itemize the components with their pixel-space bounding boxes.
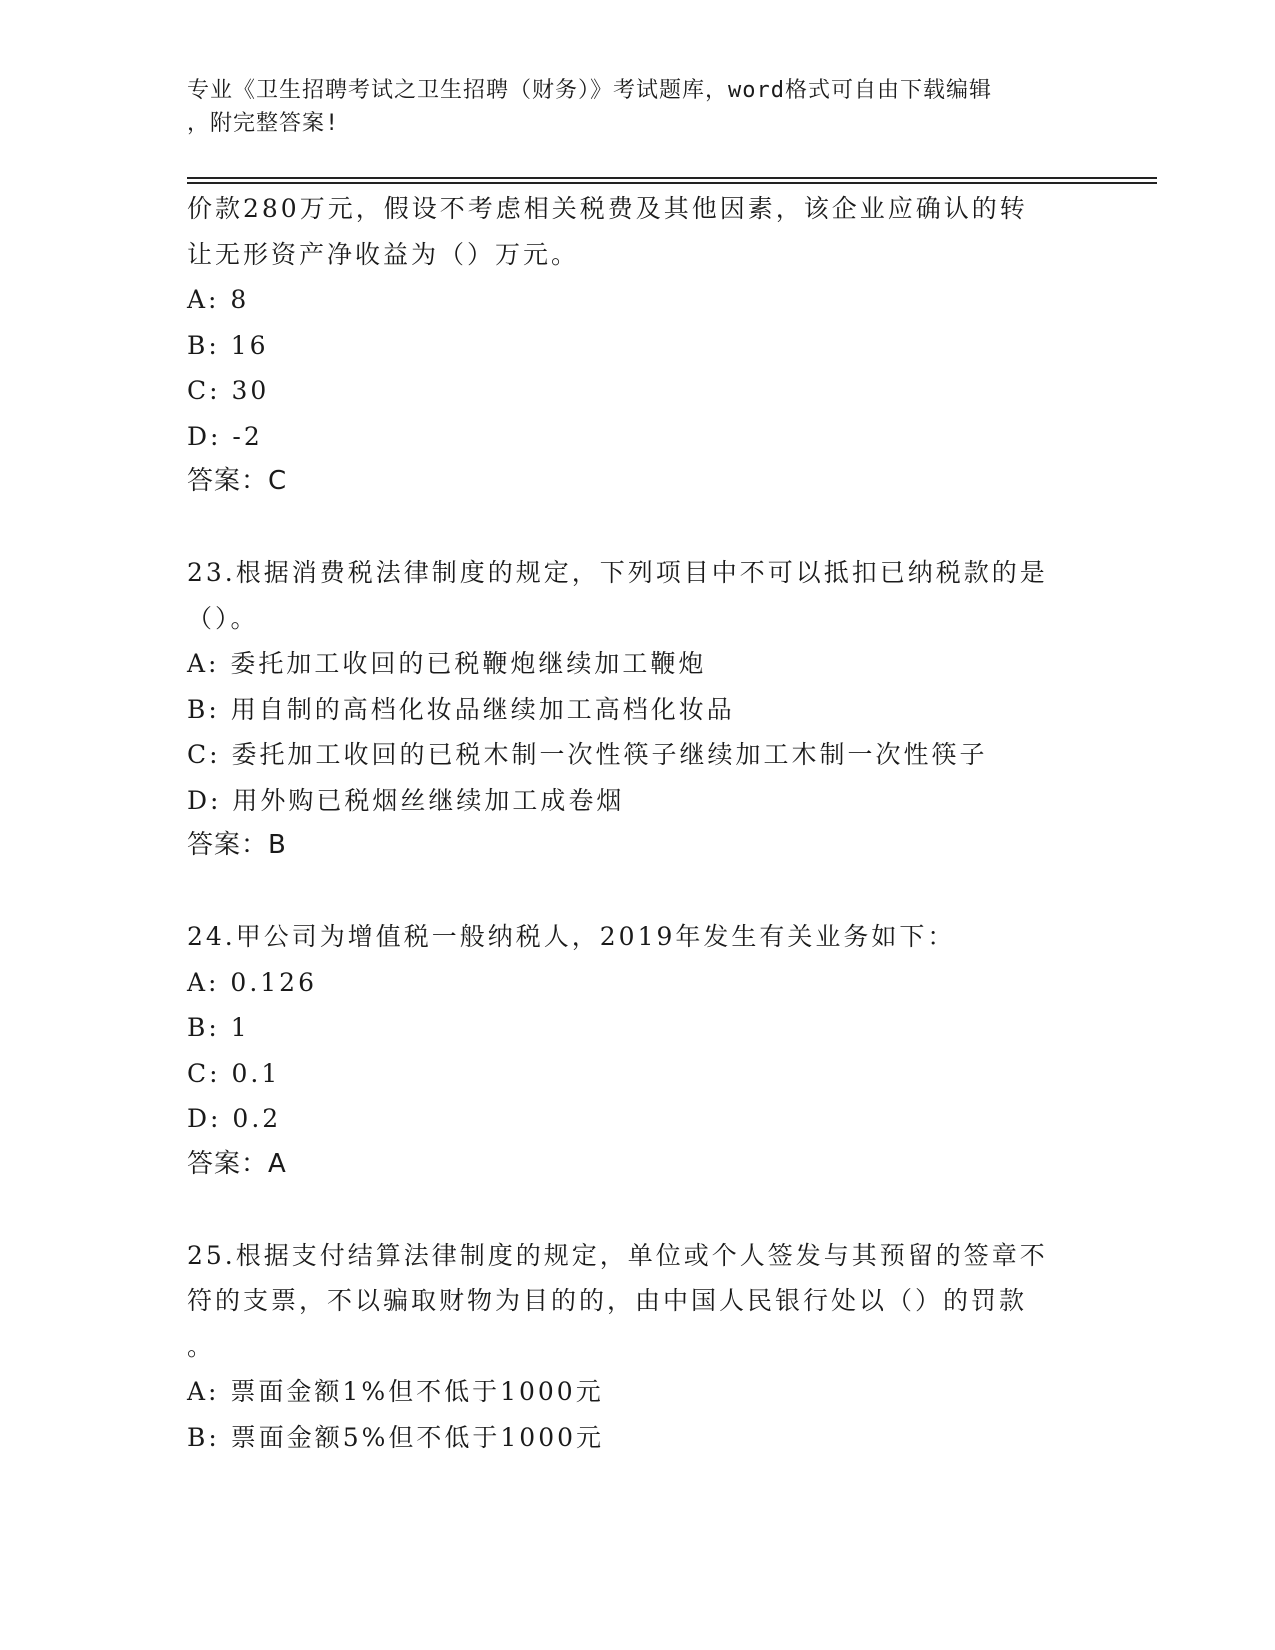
spacer	[187, 1187, 1087, 1233]
question-text: （）。	[187, 603, 259, 633]
option-a: A: 8	[187, 285, 250, 314]
header-divider-bottom	[187, 182, 1157, 184]
question-23	[187, 550, 1087, 869]
question-24	[187, 914, 1087, 1187]
header-divider-top	[187, 177, 1157, 179]
question-text: 25.根据支付结算法律制度的规定，单位或个人签发与其预留的签章不	[187, 1240, 1048, 1270]
document-header	[187, 74, 1087, 140]
option-c: C: 0.1	[187, 1058, 281, 1088]
answer-label: 答案：C	[187, 466, 288, 496]
option-b: B: 票面金额5%但不低于1000元	[187, 1422, 605, 1452]
answer-label: 答案：B	[187, 830, 287, 860]
option-b: B: 16	[187, 330, 269, 360]
answer-label: 答案：A	[187, 1148, 287, 1179]
option-d: D: -2	[187, 421, 263, 451]
question-text: 符的支票，不以骗取财物为目的的，由中国人民银行处以（）的罚款	[187, 1286, 1028, 1315]
question-22	[187, 186, 1087, 505]
header-line-2: ，附完整答案!	[187, 111, 340, 136]
option-d: D: 0.2	[187, 1104, 282, 1133]
spacer	[187, 869, 1087, 915]
option-a: A: 0.126	[187, 967, 317, 997]
question-text: 。	[187, 1331, 216, 1361]
question-25	[187, 1233, 1087, 1461]
option-b: B: 1	[187, 1013, 250, 1042]
option-a: A: 委托加工收回的已税鞭炮继续加工鞭炮	[187, 649, 707, 678]
option-b: B: 用自制的高档化妆品继续加工高档化妆品	[187, 694, 735, 724]
option-d: D: 用外购已税烟丝继续加工成卷烟	[187, 785, 625, 815]
question-text: 价款280万元，假设不考虑相关税费及其他因素，该企业应确认的转	[187, 194, 1028, 223]
spacer	[187, 505, 1087, 551]
question-text: 24.甲公司为增值税一般纳税人，2019年发生有关业务如下：	[187, 922, 956, 951]
option-c: C: 委托加工收回的已税木制一次性筷子继续加工木制一次性筷子	[187, 740, 988, 769]
header-line-1: 专业《卫生招聘考试之卫生招聘（财务）》考试题库，word格式可自由下载编辑	[187, 78, 992, 103]
question-text: 23.根据消费税法律制度的规定，下列项目中不可以抵扣已纳税款的是	[187, 558, 1048, 587]
question-text: 让无形资产净收益为（）万元。	[187, 239, 580, 269]
option-c: C: 30	[187, 376, 270, 405]
option-a: A: 票面金额1%但不低于1000元	[187, 1377, 604, 1406]
question-content	[187, 186, 1087, 1460]
